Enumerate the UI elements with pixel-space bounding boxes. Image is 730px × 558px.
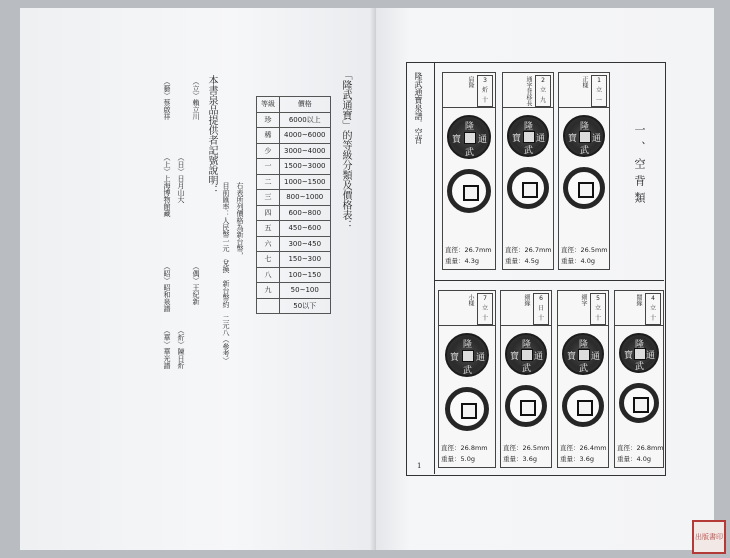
coin-obverse-image [563,115,605,157]
coin-grade: 十 [594,315,601,322]
coin-character: 通 [534,352,544,362]
coin-header [439,291,495,326]
coin-weight: 重量：4.0g [617,455,651,463]
provider-header: 本書泉品提供者記號說明： [206,75,217,195]
coin-character: 武 [579,364,589,374]
provider-7: （昭）昭和泉譜 [163,263,171,312]
grade-cell: 六 [257,236,280,252]
grade-cell: 少 [257,143,280,159]
coin-character: 隆 [465,122,475,132]
table-row [257,267,331,283]
price-cell: 600~800 [280,205,331,221]
section-title: 一、空背類 [633,124,646,209]
coin-number-box [535,75,551,107]
coin-number: 6 [539,295,543,302]
provider-3: （偶）王紀新 [192,263,200,305]
table-row [257,205,331,221]
coin-weight: 重量：4.0g [561,257,595,265]
price-cell: 1500~3000 [280,159,331,175]
coin-source: 立 [481,305,488,312]
coin-character: 隆 [524,122,534,132]
seal-stamp: 出版書印 [692,520,726,554]
coin-diameter: 直徑：26.7mm [445,246,492,254]
coin-header [503,73,553,108]
coin-character: 武 [635,362,645,372]
table-row [257,298,331,314]
coin-character: 通 [591,352,601,362]
table-row [257,128,331,144]
provider-1: （立）賴立川 [192,78,200,120]
table-row [257,252,331,268]
grade-cell: 九 [257,283,280,299]
coin-character: 通 [478,135,488,145]
coin-source: 立 [595,87,602,94]
table-row [257,174,331,190]
price-cell: 4000~6000 [280,128,331,144]
header-grade: 等級 [257,97,280,113]
square-hole [521,349,533,361]
coin-obverse-image [562,333,604,375]
square-hole [578,182,594,198]
coin-reverse-image [445,387,489,431]
coin-character: 寶 [450,353,460,363]
grade-cell: 五 [257,221,280,237]
provider-6: （上）上海博物館藏 [163,154,171,217]
price-cell: 3000~4000 [280,143,331,159]
price-cell: 6000以上 [280,112,331,128]
price-cell: 1000~1500 [280,174,331,190]
table-row [257,283,331,299]
page-number: 1 [417,462,422,470]
coin-number: 2 [541,77,545,84]
square-hole [577,400,593,416]
coin-character: 隆 [580,122,590,132]
coin-label: 闊緣 [635,294,642,306]
table-row [257,190,331,206]
coin-diameter: 直徑：26.5mm [503,444,550,452]
coin-character: 武 [465,148,475,158]
coin-number: 7 [483,295,487,302]
square-hole [579,131,591,143]
price-cell: 800~1000 [280,190,331,206]
grade-cell: 八 [257,267,280,283]
coin-header [559,73,609,108]
coin-reverse-image [563,167,605,209]
coin-character: 隆 [463,340,473,350]
coin-number: 5 [596,295,600,302]
table-row [257,236,331,252]
coin-entry-2 [502,72,554,270]
coin-entry-6 [500,290,552,468]
table-row [257,112,331,128]
coin-character: 武 [463,366,473,376]
coin-weight: 重量：3.6g [503,455,537,463]
coin-weight: 重量：3.6g [560,455,594,463]
coin-grade: 十 [481,315,488,322]
square-hole [523,131,535,143]
note-1: 右表所列價格為新台幣， [236,182,244,259]
coin-entry-1 [558,72,610,270]
coin-diameter: 直徑：26.5mm [561,246,608,254]
coin-obverse-image [447,115,491,159]
coin-grade: 十 [649,315,656,322]
coin-character: 隆 [635,340,645,350]
coin-number-box [645,293,661,325]
row-divider [434,280,664,281]
coin-source: 立 [539,87,546,94]
coin-label: 細緣 [523,294,530,306]
coin-entry-3 [442,72,496,270]
coin-entry-5 [557,290,609,468]
coin-character: 通 [592,134,602,144]
coin-character: 隆 [522,340,532,350]
coin-number-box [477,293,493,325]
coin-character: 寶 [512,134,522,144]
square-hole [464,132,476,144]
coin-character: 通 [536,134,546,144]
coin-header [501,291,551,326]
table-row [257,159,331,175]
coin-grade: 十 [537,315,544,322]
coin-reverse-image [447,169,491,213]
table-header-row [257,97,331,113]
table-row [257,143,331,159]
grade-cell: 一 [257,159,280,175]
coin-diameter: 直徑：26.8mm [441,444,488,452]
coin-number-box [533,293,549,325]
coin-source: 立 [649,305,656,312]
coin-character: 通 [476,353,486,363]
coin-obverse-image [507,115,549,157]
coin-obverse-image [445,333,489,377]
price-cell: 150~300 [280,252,331,268]
coin-grade: 一 [595,97,602,104]
coin-entry-7 [438,290,496,468]
coin-diameter: 直徑：26.7mm [505,246,552,254]
series-title: 隆武通寶泉譜．空背 [414,72,423,144]
square-hole [462,350,474,362]
coin-grade: 九 [539,97,546,104]
provider-8: （華）華光譜 [163,327,171,369]
coin-number-box [590,293,606,325]
grade-cell: 三 [257,190,280,206]
price-cell: 100~150 [280,267,331,283]
square-hole [520,400,536,416]
coin-character: 寶 [452,135,462,145]
coin-entry-4 [614,290,664,468]
header-price: 價格 [280,97,331,113]
coin-character: 寶 [510,352,520,362]
grade-cell: 七 [257,252,280,268]
price-cell: 300~450 [280,236,331,252]
coin-weight: 重量：4.3g [445,257,479,265]
provider-4: （炘）陳日炘 [177,327,185,369]
coin-character: 隆 [579,340,589,350]
price-cell: 50~100 [280,283,331,299]
coin-diameter: 直徑：26.4mm [560,444,607,452]
grade-cell: 二 [257,174,280,190]
provider-5: （藝）蔡啟祥 [163,78,171,120]
coin-reverse-image [619,383,659,423]
coin-diameter: 直徑：26.8mm [617,444,664,452]
coin-number: 4 [651,295,655,302]
square-hole [463,185,479,201]
coin-reverse-image [507,167,549,209]
coin-weight: 重量：5.0g [441,455,475,463]
grade-cell: 珍 [257,112,280,128]
coin-label: 細字 [580,294,587,306]
coin-obverse-image [505,333,547,375]
provider-2: （日）日月山大 [177,154,185,203]
coin-character: 武 [522,364,532,374]
table-title: 「隆武通寶」的等級分類及價格表： [340,70,351,230]
square-hole [578,349,590,361]
price-cell: 450~600 [280,221,331,237]
coin-number: 3 [483,77,487,84]
grade-cell: 稀 [257,128,280,144]
table-row [257,221,331,237]
coin-reverse-image [505,385,547,427]
coin-character: 寶 [624,351,634,361]
coin-character: 寶 [568,134,578,144]
coin-number: 1 [597,77,601,84]
coin-source: 立 [594,305,601,312]
coin-label: 通字背移長 [525,76,532,106]
coin-source: 日 [537,305,544,312]
coin-character: 通 [646,351,656,361]
coin-source: 炘 [481,87,488,94]
coin-grade: 十 [481,97,488,104]
coin-header [558,291,608,326]
note-2: 目前匯率：人民幣一元 兌換 新台幣約 二元八（參考） [222,182,230,364]
grade-cell: 四 [257,205,280,221]
coin-character: 寶 [567,352,577,362]
square-hole [522,182,538,198]
coin-number-box [591,75,607,107]
coin-header [443,73,495,108]
coin-number-box [477,75,493,107]
coin-character: 武 [580,146,590,156]
coin-character: 武 [524,146,534,156]
square-hole [633,397,649,413]
coin-header [615,291,663,326]
coin-label: 小樣 [467,294,474,306]
price-cell: 50以下 [280,298,331,314]
coin-label: 正樣 [581,76,588,88]
coin-reverse-image [562,385,604,427]
grade-price-table [256,96,331,314]
coin-weight: 重量：4.5g [505,257,539,265]
coin-label: 肩隆 [467,76,474,88]
grade-cell [257,298,280,314]
square-hole [461,403,477,419]
coin-obverse-image [619,333,659,373]
